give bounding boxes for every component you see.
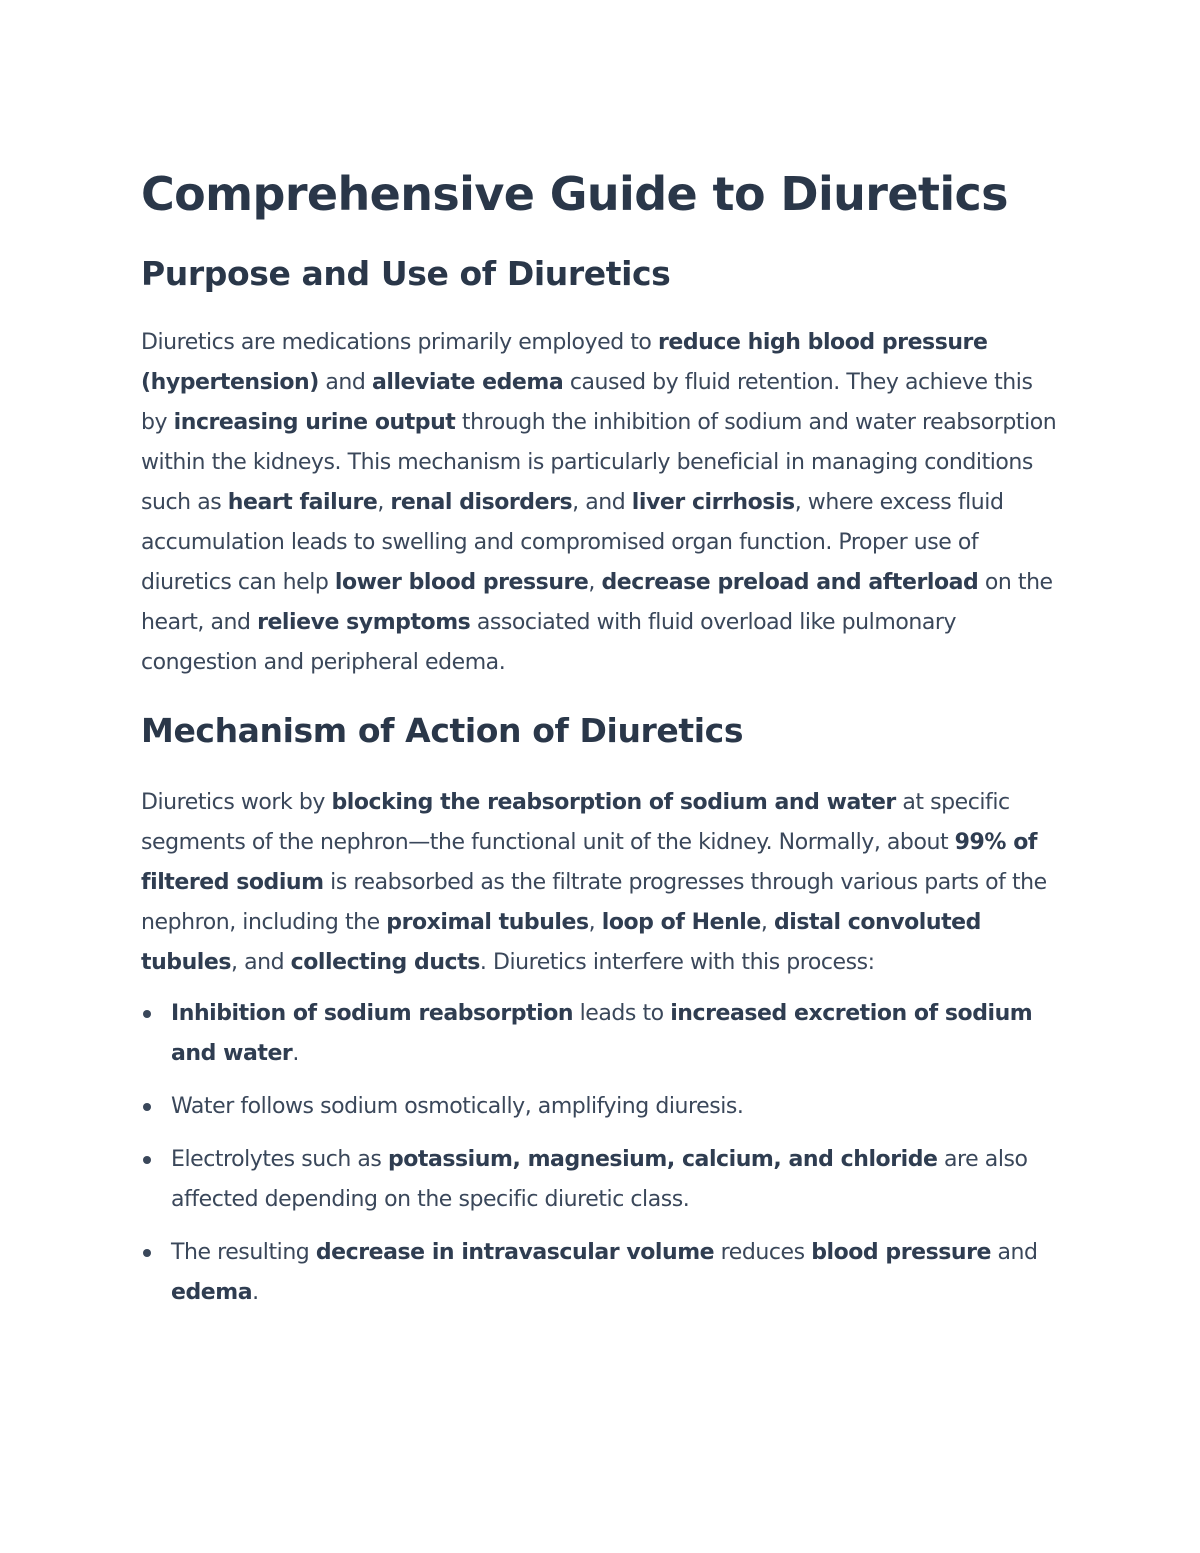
bold-text-run: decrease preload and afterload xyxy=(601,570,979,595)
bold-text-run: blocking the reabsorption of sodium and water xyxy=(331,790,896,815)
list-item-text xyxy=(171,1001,1032,1066)
text-run: Diuretics are medications primarily employed to xyxy=(141,330,658,355)
bold-text-run: reduce high blood pressure (hypertension) xyxy=(141,330,988,395)
text-run: and xyxy=(318,370,372,395)
text-run: leads to xyxy=(573,1001,671,1026)
document-page xyxy=(141,160,1061,1326)
bold-text-run: collecting ducts xyxy=(290,950,480,975)
bold-text-run: lower blood pressure xyxy=(334,570,589,595)
bold-text-run: distal convoluted tubules xyxy=(141,910,981,975)
list-item-text xyxy=(171,1147,1028,1212)
section-heading-mechanism: Mechanism of Action of Diuretics xyxy=(141,711,744,750)
bullet-icon xyxy=(143,1156,151,1164)
text-run: , xyxy=(377,490,391,515)
bold-text-run: relieve symptoms xyxy=(257,610,471,635)
text-run: associated with fluid overload like pulmonary congestion and peripheral edema. xyxy=(141,610,957,675)
mechanism-bullet-list xyxy=(141,994,1061,1313)
bold-text-run: increasing urine output xyxy=(173,410,456,435)
bold-text-run: heart failure xyxy=(227,490,378,515)
list-item xyxy=(141,1233,1061,1313)
paragraph-mechanism xyxy=(141,783,1061,983)
bold-text-run: liver cirrhosis xyxy=(631,490,795,515)
text-run: Water follows sodium osmotically, amplifying diuresis. xyxy=(171,1094,744,1119)
text-run: , and xyxy=(572,490,632,515)
text-run: and xyxy=(990,1240,1038,1265)
bold-text-run: potassium, magnesium, calcium, and chloride xyxy=(387,1147,938,1172)
text-run: on the heart, and xyxy=(141,570,1053,635)
list-item xyxy=(141,994,1061,1074)
text-run: . xyxy=(292,1041,299,1066)
bold-text-run: Inhibition of sodium reabsorption xyxy=(171,1001,574,1026)
text-run: , xyxy=(588,570,602,595)
text-run: reduces xyxy=(714,1240,812,1265)
page-title: Comprehensive Guide to Diuretics xyxy=(141,167,1008,221)
text-run: . xyxy=(252,1280,259,1305)
bold-text-run: proximal tubules xyxy=(386,910,589,935)
bold-text-run: loop of Henle xyxy=(601,910,761,935)
text-run: . Diuretics interfere with this process: xyxy=(479,950,875,975)
bullet-icon xyxy=(143,1103,151,1111)
text-run: are also affected depending on the specific diuretic class. xyxy=(171,1147,1028,1212)
text-run: , and xyxy=(231,950,291,975)
text-run: at specific segments of the nephron—the functional unit of the kidney. Normally, about xyxy=(141,790,1010,855)
text-run: is reabsorbed as the filtrate progresses through various parts of the nephron, including the xyxy=(141,870,1047,935)
text-run: through the inhibition of sodium and water reabsorption within the kidneys. This mechanism is particularly beneficial in managing conditions such as xyxy=(141,410,1057,515)
bold-text-run: renal disorders xyxy=(390,490,573,515)
section-heading-purpose: Purpose and Use of Diuretics xyxy=(141,254,671,293)
list-item xyxy=(141,1140,1061,1220)
text-run: Electrolytes such as xyxy=(171,1147,388,1172)
bold-text-run: 99% of filtered sodium xyxy=(141,830,1037,895)
text-run: Diuretics work by xyxy=(141,790,332,815)
list-item xyxy=(141,1087,1061,1127)
list-item-text xyxy=(171,1240,1038,1305)
bullet-icon xyxy=(143,1249,151,1257)
bold-text-run: alleviate edema xyxy=(371,370,564,395)
text-run: The resulting xyxy=(171,1240,316,1265)
bullet-icon xyxy=(143,1010,151,1018)
list-item-text xyxy=(171,1094,743,1119)
bold-text-run: decrease in intravascular volume xyxy=(315,1240,715,1265)
text-run: , xyxy=(760,910,774,935)
bold-text-run: increased excretion of sodium and water xyxy=(171,1001,1033,1066)
text-run: , xyxy=(588,910,602,935)
bold-text-run: edema xyxy=(171,1280,253,1305)
paragraph-purpose xyxy=(141,323,1061,683)
text-run: , where excess fluid accumulation leads to swelling and compromised organ function. Proper use of diuretics can help xyxy=(141,490,1004,595)
text-run: caused by fluid retention. They achieve this by xyxy=(141,370,1033,435)
bold-text-run: blood pressure xyxy=(811,1240,991,1265)
